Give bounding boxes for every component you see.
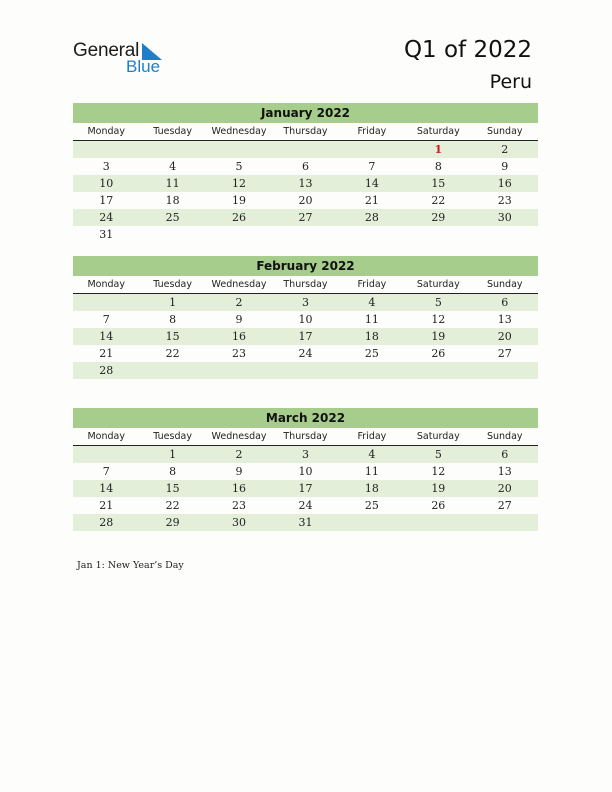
date-cell: 20	[497, 482, 512, 495]
date-cell	[272, 226, 338, 243]
date-cell: 7	[368, 160, 376, 173]
weekday-label: Sunday	[486, 431, 523, 442]
date-cell: 13	[497, 465, 512, 478]
weekday-label: Tuesday	[153, 279, 192, 290]
date-cell	[206, 362, 272, 379]
date-cell: 24	[298, 347, 313, 360]
holiday-note: Jan 1: New Year’s Day	[77, 560, 184, 571]
date-cell	[405, 362, 471, 379]
date-cell: 10	[99, 177, 114, 190]
date-cell: 13	[497, 313, 512, 326]
date-cell	[405, 514, 471, 531]
date-cell	[339, 362, 405, 379]
date-cell: 27	[497, 499, 512, 512]
week-row	[73, 294, 538, 311]
date-cell: 15	[165, 482, 180, 495]
date-cell: 4	[368, 296, 376, 309]
date-cell: 21	[99, 347, 114, 360]
weekday-label: Wednesday	[211, 431, 267, 442]
date-cell: 7	[102, 465, 110, 478]
date-cell: 16	[232, 330, 247, 343]
week-row	[73, 514, 538, 531]
weekday-label: Friday	[357, 431, 387, 442]
weekday-label: Saturday	[416, 431, 460, 442]
date-cell: 16	[497, 177, 512, 190]
date-cell: 19	[431, 482, 446, 495]
date-cell: 24	[99, 211, 114, 224]
weekday-label: Tuesday	[153, 126, 192, 137]
date-cell: 1	[169, 296, 177, 309]
date-cell: 9	[235, 465, 243, 478]
date-cell: 10	[298, 465, 313, 478]
date-cell	[73, 294, 139, 311]
date-cell	[339, 226, 405, 243]
date-cell: 7	[102, 313, 110, 326]
date-cell	[272, 141, 338, 158]
week-row	[73, 175, 538, 192]
date-cell	[139, 362, 205, 379]
date-cell: 12	[431, 313, 446, 326]
date-cell: 9	[235, 313, 243, 326]
date-cell: 29	[165, 516, 180, 529]
date-cell: 27	[497, 347, 512, 360]
date-cell	[206, 141, 272, 158]
date-cell: 17	[99, 194, 114, 207]
date-cell: 21	[99, 499, 114, 512]
weekday-label: Monday	[87, 126, 125, 137]
date-cell: 16	[232, 482, 247, 495]
generalblue-logo	[73, 40, 173, 78]
weekday-label: Sunday	[486, 126, 523, 137]
date-cell: 14	[99, 330, 114, 343]
date-cell: 6	[501, 448, 509, 461]
week-row	[73, 192, 538, 209]
date-cell: 2	[235, 296, 243, 309]
date-cell: 14	[99, 482, 114, 495]
weekday-header-row	[73, 276, 538, 294]
logo-word-general: General	[73, 40, 140, 61]
date-cell: 15	[165, 330, 180, 343]
date-cell: 21	[364, 194, 379, 207]
date-cell: 2	[501, 143, 509, 156]
week-row	[73, 480, 538, 497]
week-row	[73, 345, 538, 362]
date-cell: 23	[232, 499, 247, 512]
date-cell	[206, 226, 272, 243]
weekday-label: Saturday	[416, 279, 460, 290]
weekday-label: Wednesday	[211, 126, 267, 137]
date-cell: 10	[298, 313, 313, 326]
date-cell	[339, 141, 405, 158]
date-cell: 31	[99, 228, 114, 241]
date-cell: 5	[434, 448, 442, 461]
month-calendar-february	[73, 256, 538, 379]
date-cell: 8	[169, 465, 177, 478]
weekday-header-row	[73, 428, 538, 446]
date-cell: 26	[431, 347, 446, 360]
date-cell: 15	[431, 177, 446, 190]
week-row	[73, 141, 538, 158]
date-cell: 25	[364, 347, 379, 360]
date-cell: 13	[298, 177, 313, 190]
country-name: Peru	[489, 71, 532, 93]
date-cell	[139, 141, 205, 158]
date-cell	[73, 141, 139, 158]
weekday-label: Sunday	[486, 279, 523, 290]
date-cell: 11	[364, 313, 379, 326]
date-cell: 18	[364, 482, 379, 495]
date-cell	[139, 226, 205, 243]
date-cell: 8	[169, 313, 177, 326]
week-row	[73, 362, 538, 379]
date-cell: 6	[501, 296, 509, 309]
weekday-label: Thursday	[283, 279, 328, 290]
date-cell: 30	[232, 516, 247, 529]
date-cell: 11	[165, 177, 180, 190]
week-row	[73, 226, 538, 243]
date-cell: 22	[431, 194, 446, 207]
date-cell: 28	[99, 516, 114, 529]
month-title: January 2022	[73, 103, 538, 123]
weekday-label: Saturday	[416, 126, 460, 137]
weekday-label: Monday	[87, 279, 125, 290]
date-cell	[472, 514, 538, 531]
weekday-label: Thursday	[283, 126, 328, 137]
month-calendar-march	[73, 408, 538, 531]
date-cell: 28	[364, 211, 379, 224]
week-row	[73, 158, 538, 175]
date-cell: 4	[368, 448, 376, 461]
weekday-label: Friday	[357, 279, 387, 290]
holiday-date-cell: 1	[434, 143, 443, 156]
weekday-label: Friday	[357, 126, 387, 137]
week-row	[73, 497, 538, 514]
date-cell: 3	[301, 296, 309, 309]
date-cell: 20	[497, 330, 512, 343]
week-row	[73, 209, 538, 226]
week-row	[73, 311, 538, 328]
date-cell: 22	[165, 499, 180, 512]
date-cell: 23	[232, 347, 247, 360]
month-title: March 2022	[73, 408, 538, 428]
date-cell: 6	[301, 160, 309, 173]
date-cell: 20	[298, 194, 313, 207]
month-title: February 2022	[73, 256, 538, 276]
date-cell	[472, 362, 538, 379]
week-row	[73, 463, 538, 480]
date-cell: 3	[102, 160, 110, 173]
date-cell: 18	[364, 330, 379, 343]
date-cell: 26	[431, 499, 446, 512]
date-cell: 2	[235, 448, 243, 461]
weekday-header-row	[73, 123, 538, 141]
date-cell: 18	[165, 194, 180, 207]
weekday-label: Monday	[87, 431, 125, 442]
date-cell: 28	[99, 364, 114, 377]
date-cell: 25	[364, 499, 379, 512]
date-cell: 3	[301, 448, 309, 461]
page-title: Q1 of 2022	[403, 37, 532, 63]
date-cell	[339, 514, 405, 531]
date-cell	[272, 362, 338, 379]
weekday-label: Wednesday	[211, 279, 267, 290]
weekday-label: Thursday	[283, 431, 328, 442]
date-cell: 19	[232, 194, 247, 207]
date-cell: 31	[298, 516, 313, 529]
holiday-notes	[77, 560, 184, 571]
date-cell: 12	[431, 465, 446, 478]
date-cell: 12	[232, 177, 247, 190]
week-row	[73, 328, 538, 345]
date-cell: 1	[169, 448, 177, 461]
date-cell: 17	[298, 482, 313, 495]
date-cell: 26	[232, 211, 247, 224]
month-calendar-january	[73, 103, 538, 243]
date-cell: 5	[434, 296, 442, 309]
date-cell: 9	[501, 160, 509, 173]
weekday-label: Tuesday	[153, 431, 192, 442]
week-row	[73, 446, 538, 463]
date-cell: 19	[431, 330, 446, 343]
date-cell	[73, 446, 139, 463]
date-cell: 14	[364, 177, 379, 190]
date-cell: 29	[431, 211, 446, 224]
date-cell: 17	[298, 330, 313, 343]
date-cell: 25	[165, 211, 180, 224]
date-cell: 24	[298, 499, 313, 512]
date-cell: 4	[169, 160, 177, 173]
date-cell: 27	[298, 211, 313, 224]
date-cell	[405, 226, 471, 243]
date-cell: 30	[497, 211, 512, 224]
date-cell: 23	[497, 194, 512, 207]
date-cell: 8	[434, 160, 442, 173]
date-cell: 22	[165, 347, 180, 360]
date-cell	[472, 226, 538, 243]
date-cell: 5	[235, 160, 243, 173]
logo-word-blue: Blue	[126, 57, 161, 76]
date-cell: 11	[364, 465, 379, 478]
